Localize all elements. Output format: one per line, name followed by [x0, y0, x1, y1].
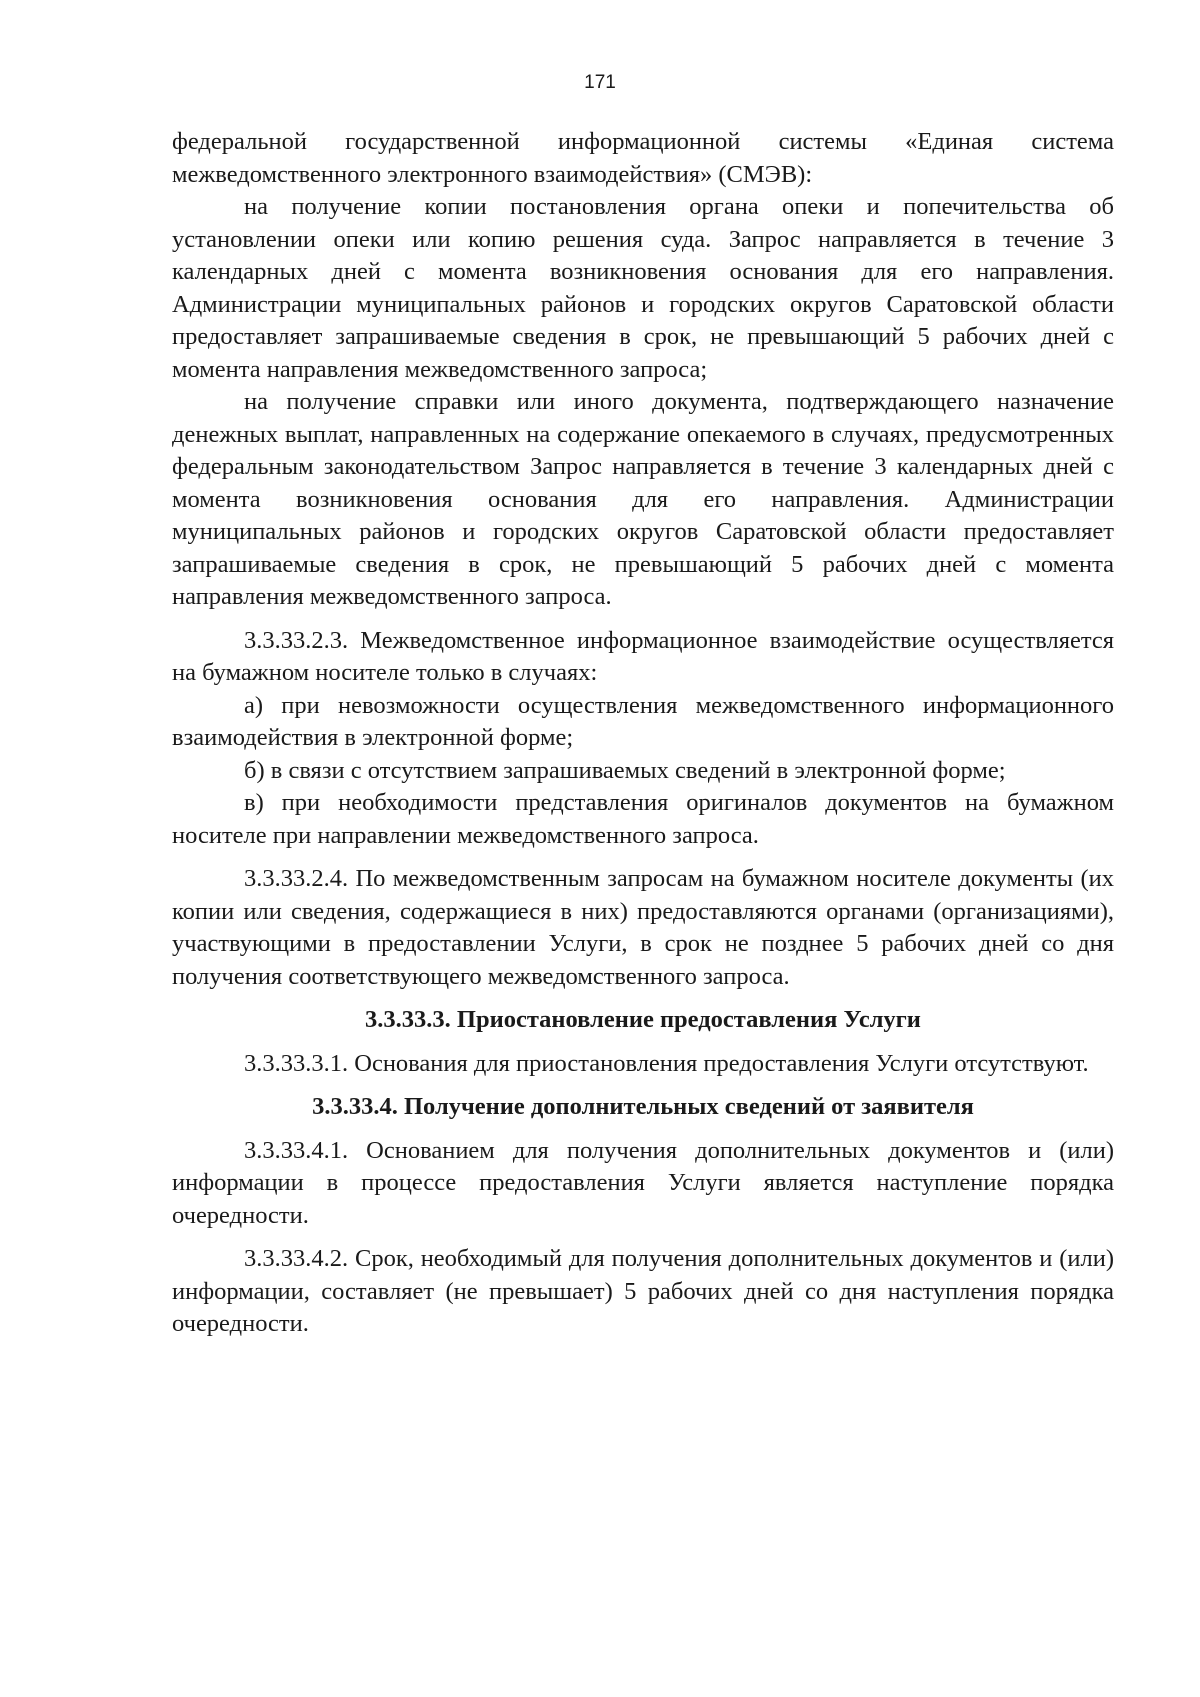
paragraph: 3.3.33.3.1. Основания для приостановления предоставления Услуги отсутствуют. — [244, 1049, 1089, 1077]
paragraph: в) при необходимости представления оригиналов документов на бумажном носителе при направлении межведомственного запроса. — [172, 789, 1114, 849]
document-body — [172, 126, 1114, 1341]
paragraph: федеральной государственной информационной системы «Единая система межведомственного электронного взаимодействия» (СМЭВ): — [172, 128, 1114, 188]
paragraph: б) в связи с отсутствием запрашиваемых сведений в электронной форме; — [244, 756, 1006, 784]
paragraph: а) при невозможности осуществления межведомственного информационного взаимодействия в электронной форме; — [172, 691, 1114, 751]
section-heading: 3.3.33.3. Приостановление предоставления Услуги — [365, 1006, 921, 1033]
page-number: 171 — [584, 72, 616, 93]
section-heading: 3.3.33.4. Получение дополнительных сведений от заявителя — [312, 1093, 974, 1120]
paragraph: на получение копии постановления органа опеки и попечительства об установлении опеки или копию решения суда. Запрос направляется в течение 3 календарных дней с момента возникновения основания для его направления. Администрации муниципальных районов и городских округов Саратовской области предоставляет запрашиваемые сведения в срок, не превышающий 5 рабочих дней с момента направления межведомственного запроса; — [172, 193, 1114, 383]
paragraph: на получение справки или иного документа, подтверждающего назначение денежных выплат, направленных на содержание опекаемого в случаях, предусмотренных федеральным законодательством Запрос направляется в течение 3 календарных дней с момента возникновения основания для его направления. Администрации муниципальных районов и городских округов Саратовской области предоставляет запрашиваемые сведения в срок, не превышающий 5 рабочих дней с момента направления межведомственного запроса. — [172, 388, 1114, 610]
paragraph: 3.3.33.2.4. По межведомственным запросам на бумажном носителе документы (их копии или сведения, содержащиеся в них) предоставляются органами (организациями), участвующими в предоставлении Услуги, в срок не позднее 5 рабочих дней со дня получения соответствующего межведомственного запроса. — [172, 865, 1114, 990]
paragraph: 3.3.33.2.3. Межведомственное информационное взаимодействие осуществляется на бумажном носителе только в случаях: — [172, 626, 1114, 686]
paragraph: 3.3.33.4.1. Основанием для получения дополнительных документов и (или) информации в процессе предоставления Услуги является наступление порядка очередности. — [172, 1136, 1114, 1229]
paragraph: 3.3.33.4.2. Срок, необходимый для получения дополнительных документов и (или) информации, составляет (не превышает) 5 рабочих дней со дня наступления порядка очередности. — [172, 1245, 1114, 1337]
